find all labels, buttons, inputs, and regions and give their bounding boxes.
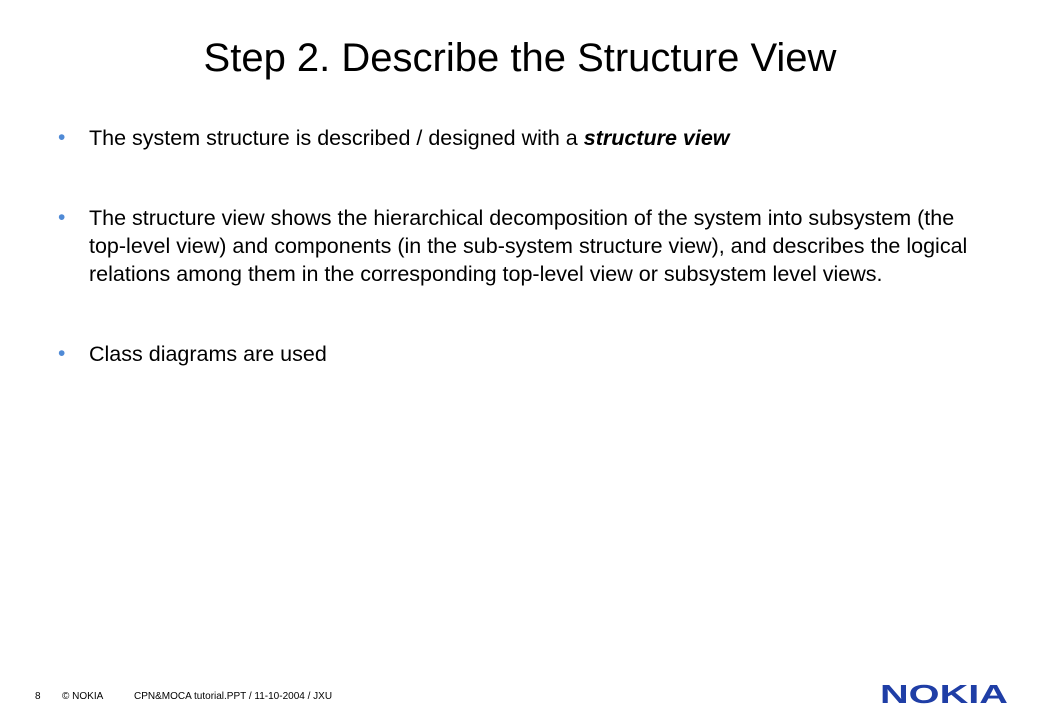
bullet-item-class-diagrams xyxy=(56,340,996,368)
nokia-logo xyxy=(878,680,1010,706)
bullet-item-decomposition xyxy=(56,204,996,288)
bullet-item-structure-view xyxy=(56,124,996,152)
bullet-text: The structure view shows the hierarchical decomposition of the system into subsystem (the top-level view) and components (in the sub-system structure view), and describes the logical relations among them in the corresponding top-level view or subsystem level views. xyxy=(89,206,968,286)
nokia-logo-text: NOKIA xyxy=(880,680,1009,706)
bullet-icon: • xyxy=(58,126,66,149)
bullet-emphasis: structure view xyxy=(583,126,730,150)
footer-copyright: © NOKIA xyxy=(62,691,104,702)
footer-document-info: CPN&MOCA tutorial.PPT / 11-10-2004 / JXU xyxy=(134,691,333,702)
bullet-text: Class diagrams are used xyxy=(89,342,327,366)
footer-page-number: 8 xyxy=(35,691,41,702)
bullet-text: The system structure is described / designed with a xyxy=(89,126,584,150)
bullet-list xyxy=(56,124,996,368)
slide-title: Step 2. Describe the Structure View xyxy=(203,36,837,80)
bullet-icon: • xyxy=(58,206,66,229)
bullet-icon: • xyxy=(58,342,66,365)
